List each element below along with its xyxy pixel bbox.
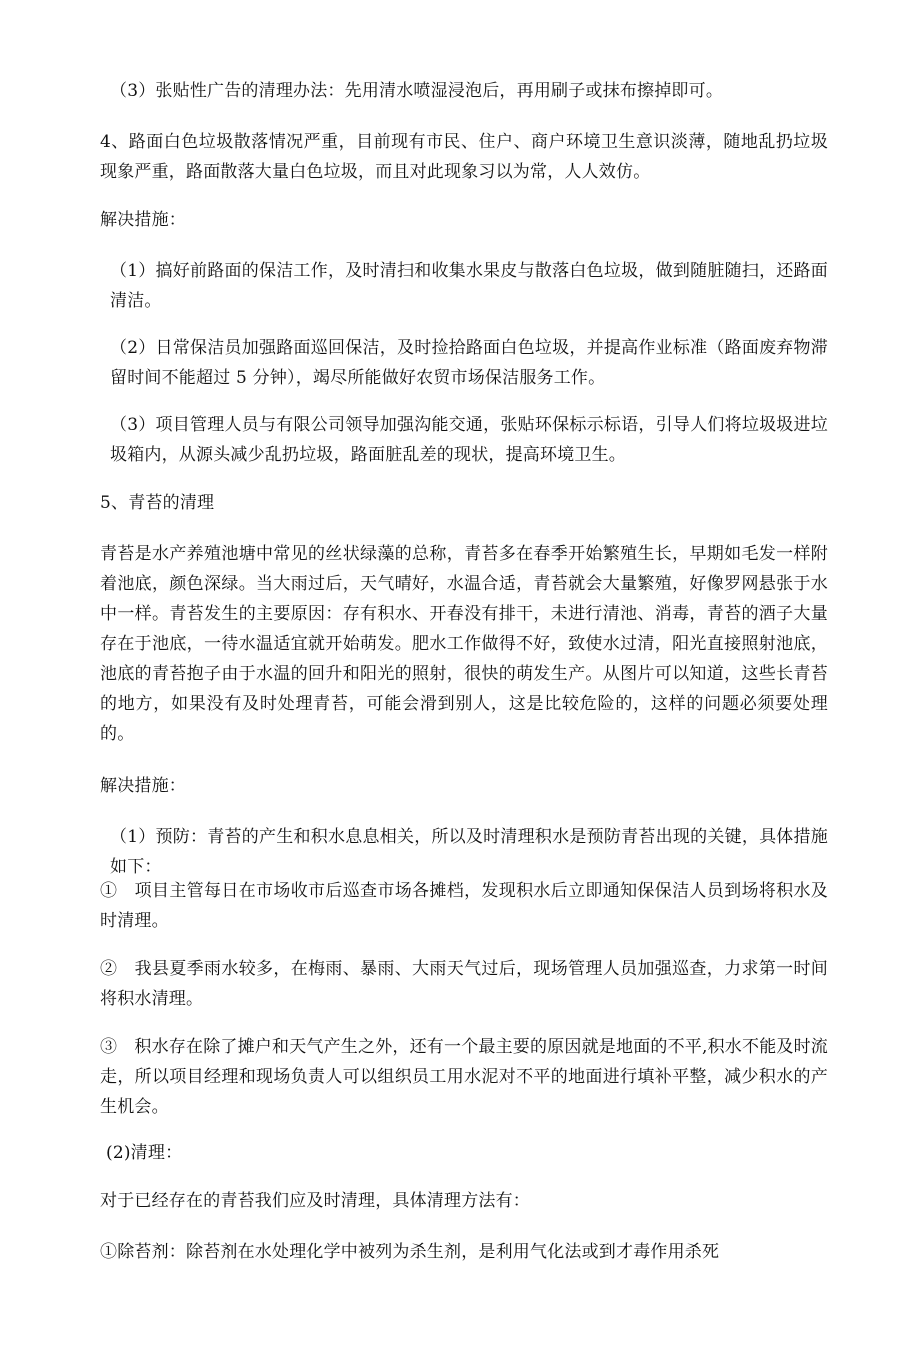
heading-solution-1: 解决措施：	[100, 210, 186, 230]
paragraph-measure-1: （1）搞好前路面的保洁工作，及时清扫和收集水果皮与散落白色垃圾，做到随脏随扫，还路面清洁。	[110, 261, 828, 311]
list-item-3: ③ 积水存在除了摊户和天气产生之外，还有一个最主要的原因就是地面的不平,积水不能及时流走，所以项目经理和现场负责人可以组织员工用水泥对不平的地面进行填补平整，减少积水的产生机会。	[100, 1037, 829, 1117]
paragraph-moss-description: 青苔是水产养殖池塘中常见的丝状绿藻的总称，青苔多在春季开始繁殖生长，早期如毛发一样附着池底，颜色深绿。当大雨过后，天气晴好，水温合适，青苔就会大量繁殖，好像罗网悬张于水中一样。青苔发生的主要原因：存有积水、开春没有排干，未进行清池、消毒，青苔的酒子大量存在于池底，一待水温适宜就开始萌发。肥水工作做得不好，致使水过清，阳光直接照射池底，池底的青苔抱子由于水温的回升和阳光的照射，很快的萌发生产。从图片可以知道，这些长青苔的地方，如果没有及时处理青苔，可能会滑到别人，这是比较危险的，这样的问题必须要处理的。	[100, 544, 828, 744]
paragraph-white-garbage-issue: 4、路面白色垃圾散落情况严重，目前现有市民、住户、商户环境卫生意识淡薄，随地乱扔垃圾现象严重，路面散落大量白色垃圾，而且对此现象习以为常，人人效仿。	[100, 132, 828, 182]
list-item-1: ① 项目主管每日在市场收市后巡查市场各摊档，发现积水后立即通知保保洁人员到场将积水及时清理。	[100, 881, 828, 931]
heading-solution-2: 解决措施：	[100, 776, 186, 796]
paragraph-poster-cleaning: （3）张贴性广告的清理办法：先用清水喷湿浸泡后，再用刷子或抹布擦掉即可。	[110, 81, 724, 101]
paragraph-cleaning-intro: 对于已经存在的青苔我们应及时清理，具体清理方法有：	[100, 1191, 530, 1211]
paragraph-prevention: （1）预防：青苔的产生和积水息息相关，所以及时清理积水是预防青苔出现的关键，具体措施如下：	[110, 827, 828, 877]
heading-cleaning: (2)清理：	[106, 1143, 183, 1163]
list-item-2: ② 我县夏季雨水较多，在梅雨、暴雨、大雨天气过后，现场管理人员加强巡查，力求第一时间将积水清理。	[100, 959, 828, 1009]
paragraph-moss-remover: ①除苔剂：除苔剂在水处理化学中被列为杀生剂，是利用气化法或到才毒作用杀死	[100, 1242, 720, 1262]
paragraph-measure-2: （2）日常保洁员加强路面巡回保洁，及时捡拾路面白色垃圾，并提高作业标准（路面废弃物滞留时间不能超过 5 分钟），竭尽所能做好农贸市场保洁服务工作。	[110, 338, 828, 388]
paragraph-measure-3: （3）项目管理人员与有限公司领导加强沟能交通，张贴环保标示标语，引导人们将垃圾圾进垃圾箱内，从源头减少乱扔垃圾，路面脏乱差的现状，提高环境卫生。	[110, 415, 828, 465]
heading-moss-cleaning: 5、青苔的清理	[100, 493, 215, 513]
